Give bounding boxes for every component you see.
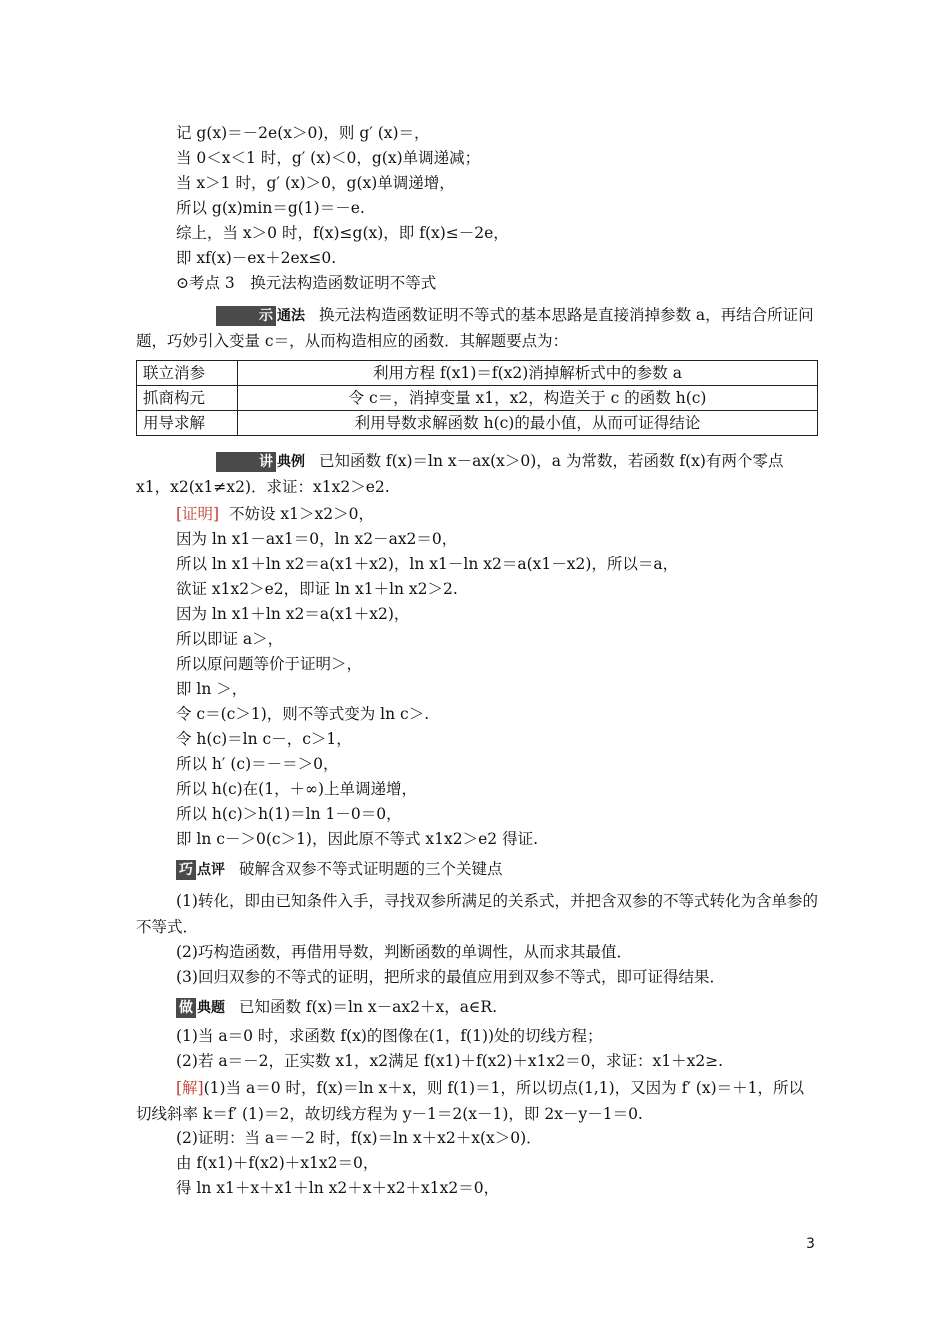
solution-line: 由 f(x1)＋f(x2)＋x1x2＝0，	[176, 1154, 379, 1172]
proof-line: 欲证 x1x2＞e2，即证 ln x1＋ln x2＞2.	[176, 580, 458, 598]
proof-line: 令 c＝(c＞1)，则不等式变为 ln c＞.	[176, 705, 430, 723]
proof-line: 即 ln ＞，	[176, 680, 248, 698]
proof-line: 所以原问题等价于证明＞，	[176, 655, 363, 673]
page-number: 3	[806, 1236, 815, 1252]
example-badge: 讲 典例	[176, 452, 309, 472]
method-badge: 示 通法	[176, 306, 309, 326]
proof-line: 令 h(c)＝ln c－，c＞1，	[176, 730, 352, 748]
text-line: 当 x＞1 时，g′ (x)＞0，g(x)单调递增，	[176, 174, 455, 192]
method-text: 换元法构造函数证明不等式的基本思路是直接消掉参数 a，再结合所证问题，巧妙引入变量 c＝，从而构造相应的函数．其解题要点为：	[136, 306, 814, 350]
solution-label: [解]	[176, 1079, 204, 1097]
table-row	[137, 411, 818, 436]
proof-line: 所以 h(c)在(1，＋∞)上单调递增，	[176, 780, 418, 798]
method-paragraph	[136, 302, 818, 354]
text-line: 即 xf(x)－ex＋2ex≤0.	[176, 249, 337, 267]
method-table	[136, 360, 818, 436]
table-row	[137, 361, 818, 386]
review-point: (3)回归双参的不等式的证明，把所求的最值应用到双参不等式，即可证得结果．	[176, 968, 725, 986]
proof-first-line: [证明] 不妨设 x1＞x2＞0，	[176, 505, 374, 523]
review-point: (1)转化，即由已知条件入手，寻找双参所满足的关系式，并把含双参的不等式转化为含单参的不等式．	[136, 892, 818, 936]
text-line: 当 0＜x＜1 时，g′ (x)＜0，g(x)单调递减；	[176, 149, 481, 167]
solution-line: (2)证明：当 a＝－2 时，f(x)＝ln x＋x2＋x(x＞0)．	[176, 1129, 542, 1147]
solution-line: 得 ln x1＋x＋x1＋ln x2＋x＋x2＋x1x2＝0，	[176, 1179, 500, 1197]
proof-line: 所以 ln x1＋ln x2＝a(x1＋x2)，ln x1－ln x2＝a(x1－x2)，所以＝a，	[176, 555, 679, 573]
exercise-question: (2)若 a＝－2，正实数 x1，x2满足 f(x1)＋f(x2)＋x1x2＝0，求证：x1＋x2≥.	[176, 1052, 724, 1070]
review-badge: 巧 点评	[176, 860, 229, 880]
table-row	[137, 386, 818, 411]
review-heading: 巧 点评 破解含双参不等式证明题的三个关键点	[176, 858, 503, 880]
solution-paragraph: [解](1)当 a＝0 时，f(x)＝ln x＋x，则 f(1)＝1，所以切点(1,1)，又因为 f′ (x)＝＋1，所以切线斜率 k＝f′ (1)＝2，故切线方程为 y－1＝2(x－1)，即 2x－y－1＝0.	[136, 1079, 804, 1123]
example-paragraph	[136, 448, 818, 500]
proof-line: 所以 h(c)＞h(1)＝ln 1－0＝0，	[176, 805, 402, 823]
table-key: 联立消参	[137, 361, 238, 386]
exercise-heading: 做 典题 已知函数 f(x)＝ln x－ax2＋x，a∈R.	[176, 996, 497, 1018]
proof-line: 即 ln c－＞0(c＞1)，因此原不等式 x1x2＞e2 得证.	[176, 830, 538, 848]
proof-label: [证明]	[176, 505, 220, 523]
review-point: (2)巧构造函数，再借用导数，判断函数的单调性，从而求其最值．	[176, 943, 632, 961]
table-value: 利用方程 f(x1)＝f(x2)消掉解析式中的参数 a	[238, 361, 818, 386]
section-heading: ⊙考点 3 换元法构造函数证明不等式	[176, 274, 437, 292]
table-value: 令 c＝，消掉变量 x1，x2，构造关于 c 的函数 h(c)	[238, 386, 818, 411]
table-key: 用导求解	[137, 411, 238, 436]
proof-line: 所以即证 a＞，	[176, 630, 284, 648]
proof-line: 因为 ln x1＋ln x2＝a(x1＋x2)，	[176, 605, 410, 623]
table-value: 利用导数求解函数 h(c)的最小值，从而可证得结论	[238, 411, 818, 436]
table-key: 抓商构元	[137, 386, 238, 411]
example-text: 已知函数 f(x)＝ln x－ax(x＞0)，a 为常数，若函数 f(x)有两个零点 x1，x2(x1≠x2)．求证：x1x2＞e2.	[136, 452, 784, 496]
text-line: 记 g(x)＝－2e(x＞0)，则 g′ (x)＝，	[176, 124, 430, 142]
text-line: 综上，当 x＞0 时，f(x)≤g(x)，即 f(x)≤－2e，	[176, 224, 509, 242]
proof-line: 所以 h′ (c)＝－＝＞0，	[176, 755, 339, 773]
exercise-question: (1)当 a＝0 时，求函数 f(x)的图像在(1，f(1))处的切线方程；	[176, 1027, 603, 1045]
text-line: 所以 g(x)min＝g(1)＝－e.	[176, 199, 365, 217]
proof-line: 因为 ln x1－ax1＝0，ln x2－ax2＝0，	[176, 530, 458, 548]
exercise-badge: 做 典题	[176, 998, 229, 1018]
